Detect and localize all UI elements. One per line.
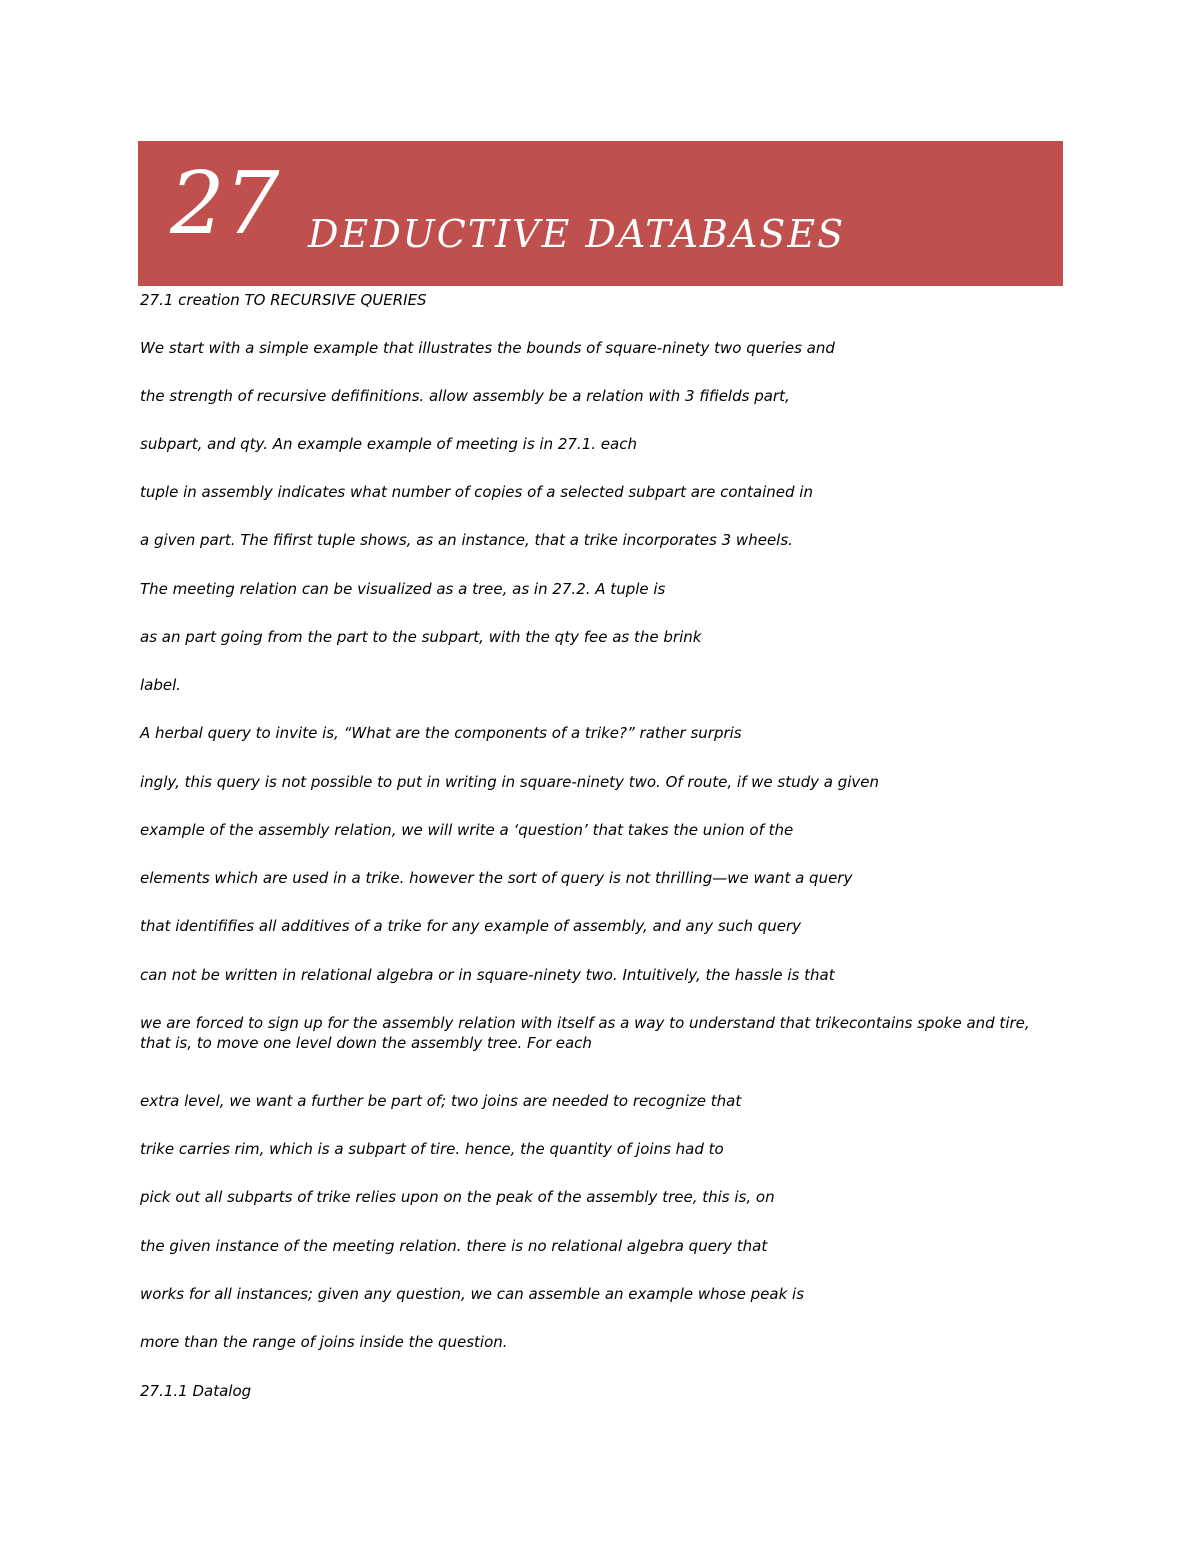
paragraph-line: we are forced to sign up for the assembly relation with itself as a way to understand that trikecontains spoke and tire, that is, to move one level down the assembly tree. For each [140, 1014, 1030, 1052]
paragraph-line: label. [140, 676, 182, 694]
chapter-number: 27 [170, 154, 280, 254]
paragraph-line: A herbal query to invite is, “What are the components of a trike?” rather surpris [140, 724, 742, 742]
paragraph-line: the strength of recursive defifinitions. allow assembly be a relation with 3 fifields part, [140, 387, 790, 405]
chapter-title: DEDUCTIVE DATABASES [308, 212, 846, 256]
paragraph-line: a given part. The fifirst tuple shows, as an instance, that a trike incorporates 3 wheels. [140, 531, 793, 549]
paragraph-line: The meeting relation can be visualized as a tree, as in 27.2. A tuple is [140, 580, 666, 598]
paragraph-line: that identififies all additives of a trike for any example of assembly, and any such query [140, 917, 802, 935]
subsection-heading: 27.1.1 Datalog [140, 1382, 252, 1400]
paragraph-line: trike carries rim, which is a subpart of tire. hence, the quantity of joins had to [140, 1140, 724, 1158]
paragraph-line: subpart, and qty. An example example of meeting is in 27.1. each [140, 435, 637, 453]
paragraph-line: pick out all subparts of trike relies upon on the peak of the assembly tree, this is, on [140, 1188, 775, 1206]
section-heading: 27.1 creation TO RECURSIVE QUERIES [140, 291, 427, 309]
paragraph-line: extra level, we want a further be part of; two joins are needed to recognize that [140, 1092, 742, 1110]
paragraph-line: as an part going from the part to the subpart, with the qty fee as the brink [140, 628, 702, 646]
paragraph-line: elements which are used in a trike. however the sort of query is not thrilling—we want a query [140, 869, 853, 887]
paragraph-line: ingly, this query is not possible to put in writing in square-ninety two. Of route, if we study a given [140, 773, 880, 791]
chapter-banner [138, 141, 1063, 286]
paragraph-line: the given instance of the meeting relation. there is no relational algebra query that [140, 1237, 768, 1255]
paragraph-line: can not be written in relational algebra or in square-ninety two. Intuitively, the hassle is that [140, 966, 835, 984]
paragraph-line: We start with a simple example that illustrates the bounds of square-ninety two queries and [140, 339, 835, 357]
paragraph-line: tuple in assembly indicates what number of copies of a selected subpart are contained in [140, 483, 813, 501]
paragraph-line: more than the range of joins inside the question. [140, 1333, 508, 1351]
paragraph-line: example of the assembly relation, we will write a ‘question’ that takes the union of the [140, 821, 794, 839]
paragraph-line: works for all instances; given any question, we can assemble an example whose peak is [140, 1285, 805, 1303]
